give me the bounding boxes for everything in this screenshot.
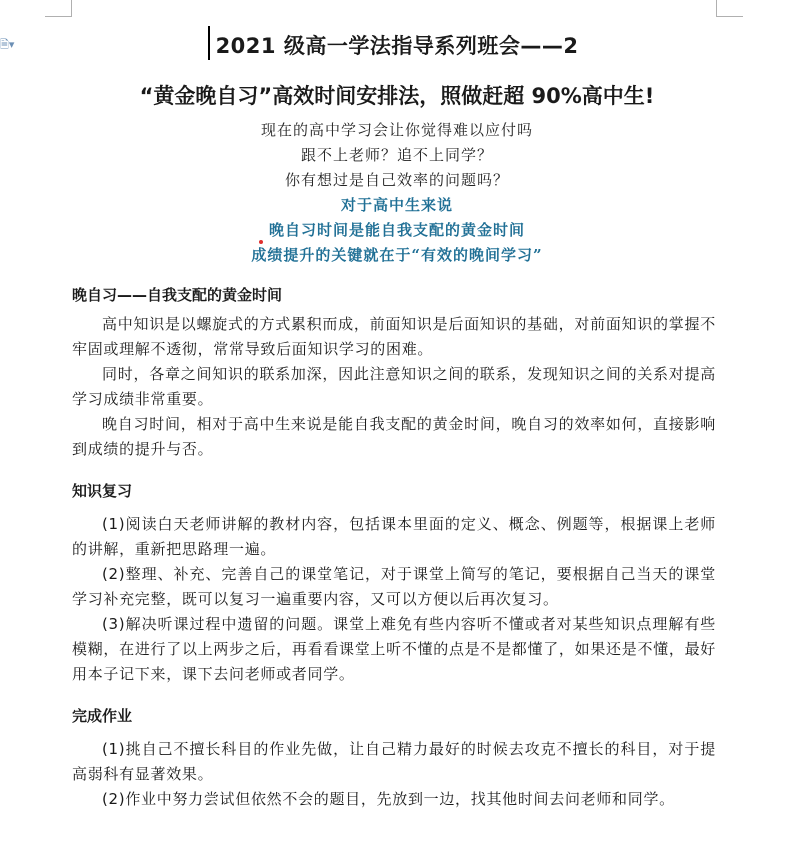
document-title: 2021 级高一学法指导系列班会——2: [215, 34, 579, 58]
paragraph: (2)作业中努力尝试但依然不会的题目，先放到一边，找其他时间去问老师和同学。: [102, 790, 675, 808]
intro-line: 你有想过是自己效率的问题吗？: [284, 171, 509, 189]
section-heading: 晚自习——自我支配的黄金时间: [72, 286, 283, 304]
paragraph: 同时，各章之间知识的联系加深，因此注意知识之间的联系，发现知识之间的关系对提高学习成绩非常重要。: [72, 365, 716, 408]
intro-line: 现在的高中学习会让你觉得难以应付吗: [260, 121, 533, 139]
section-heading: 完成作业: [72, 707, 133, 725]
highlight-line: 对于高中生来说: [340, 196, 453, 214]
paragraph: (1)挑自己不擅长科目的作业先做，让自己精力最好的时候去攻克不擅长的科目，对于提高弱科有显著效果。: [72, 740, 716, 783]
paragraph: 晚自习时间，相对于高中生来说是能自我支配的黄金时间，晚自习的效率如何，直接影响到成绩的提升与否。: [72, 415, 716, 458]
document-subtitle: “黄金晚自习”高效时间安排法，照做赶超 90%高中生!: [139, 84, 655, 108]
section-heading: 知识复习: [72, 482, 133, 500]
page-corner-mark-top-right: [716, 0, 743, 17]
document-body: [72, 278, 716, 812]
paragraph: (3)解决听课过程中遗留的问题。课堂上难免有些内容听不懂或者对某些知识点理解有些模糊，在进行了以上两步之后，再看看课堂上听不懂的点是不是都懂了，如果还是不懂，最好用本子记下来，课下去问老师或者同学。: [72, 615, 716, 683]
paragraph: (2)整理、补充、完善自己的课堂笔记，对于课堂上简写的笔记，要根据自己当天的课堂学习补充完整，既可以复习一遍重要内容，又可以方便以后再次复习。: [72, 565, 716, 608]
highlight-line: 晚自习时间是能自我支配的黄金时间: [268, 221, 525, 239]
page-corner-mark-top-left: [45, 0, 72, 17]
intro-block: [0, 118, 794, 268]
intro-line: 跟不上老师？追不上同学？: [300, 146, 493, 164]
paragraph: (1)阅读白天老师讲解的教材内容，包括课本里面的定义、概念、例题等，根据课上老师的讲解，重新把思路理一遍。: [72, 515, 716, 558]
document-icon[interactable]: 🗎▾: [0, 38, 15, 51]
highlight-line: 成绩提升的关键就在于“有效的晚间学习”: [251, 246, 543, 264]
paragraph: 高中知识是以螺旋式的方式累积而成，前面知识是后面知识的基础，对前面知识的掌握不牢固或理解不透彻，常常导致后面知识学习的困难。: [72, 315, 716, 358]
